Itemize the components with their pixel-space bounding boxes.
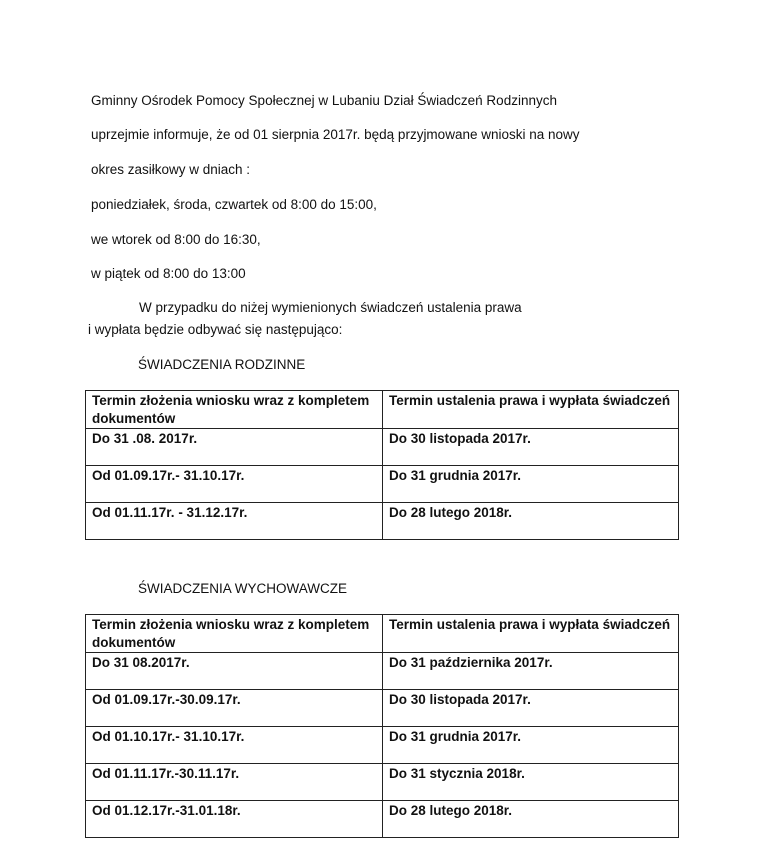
section-title-upbringing-benefits: ŚWIADCZENIA WYCHOWAWCZE <box>138 581 347 596</box>
table-cell: Od 01.09.17r.-30.09.17r. <box>86 690 383 727</box>
table-cell: Do 30 listopada 2017r. <box>383 690 679 727</box>
table-cell: Do 31 grudnia 2017r. <box>383 727 679 764</box>
intro-line-5: we wtorek od 8:00 do 16:30, <box>91 232 261 247</box>
table-row <box>86 801 679 838</box>
table-cell: Od 01.10.17r.- 31.10.17r. <box>86 727 383 764</box>
intro-line-8: i wypłata będzie odbywać się następująco: <box>88 322 343 337</box>
table-cell: Od 01.12.17r.-31.01.18r. <box>86 801 383 838</box>
table-row <box>86 764 679 801</box>
table-cell: Do 30 listopada 2017r. <box>383 429 679 466</box>
header-cell-application-deadline: Termin złożenia wniosku wraz z kompletem dokumentów <box>86 615 383 653</box>
table-row <box>86 690 679 727</box>
table-cell: Od 01.11.17r. - 31.12.17r. <box>86 503 383 540</box>
table-header-row <box>86 615 679 653</box>
intro-line-1: Gminny Ośrodek Pomocy Społecznej w Lubaniu Dział Świadczeń Rodzinnych <box>91 93 557 108</box>
section-title-family-benefits: ŚWIADCZENIA RODZINNE <box>138 357 306 372</box>
table-cell: Do 31 08.2017r. <box>86 653 383 690</box>
intro-line-3: okres zasiłkowy w dniach : <box>91 162 251 177</box>
table-cell: Od 01.09.17r.- 31.10.17r. <box>86 466 383 503</box>
table-row <box>86 503 679 540</box>
upbringing-benefits-table <box>85 614 679 838</box>
intro-line-7: W przypadku do niżej wymienionych świadczeń ustalenia prawa <box>139 300 522 315</box>
family-benefits-table <box>85 390 679 540</box>
table-cell: Do 31 .08. 2017r. <box>86 429 383 466</box>
table-cell: Do 31 października 2017r. <box>383 653 679 690</box>
header-cell-payment-deadline: Termin ustalenia prawa i wypłata świadczeń <box>383 391 679 429</box>
table-cell: Do 31 grudnia 2017r. <box>383 466 679 503</box>
header-cell-application-deadline: Termin złożenia wniosku wraz z kompletem dokumentów <box>86 391 383 429</box>
table-cell: Do 28 lutego 2018r. <box>383 503 679 540</box>
table-header-row <box>86 391 679 429</box>
table-row <box>86 653 679 690</box>
table-cell: Od 01.11.17r.-30.11.17r. <box>86 764 383 801</box>
table-row <box>86 727 679 764</box>
header-cell-payment-deadline: Termin ustalenia prawa i wypłata świadczeń <box>383 615 679 653</box>
table-row <box>86 466 679 503</box>
table-cell: Do 28 lutego 2018r. <box>383 801 679 838</box>
intro-line-4: poniedziałek, środa, czwartek od 8:00 do 15:00, <box>91 197 377 212</box>
intro-line-2: uprzejmie informuje, że od 01 sierpnia 2017r. będą przyjmowane wnioski na nowy <box>91 127 580 142</box>
intro-line-6: w piątek od 8:00 do 13:00 <box>91 266 246 281</box>
table-cell: Do 31 stycznia 2018r. <box>383 764 679 801</box>
table-row <box>86 429 679 466</box>
